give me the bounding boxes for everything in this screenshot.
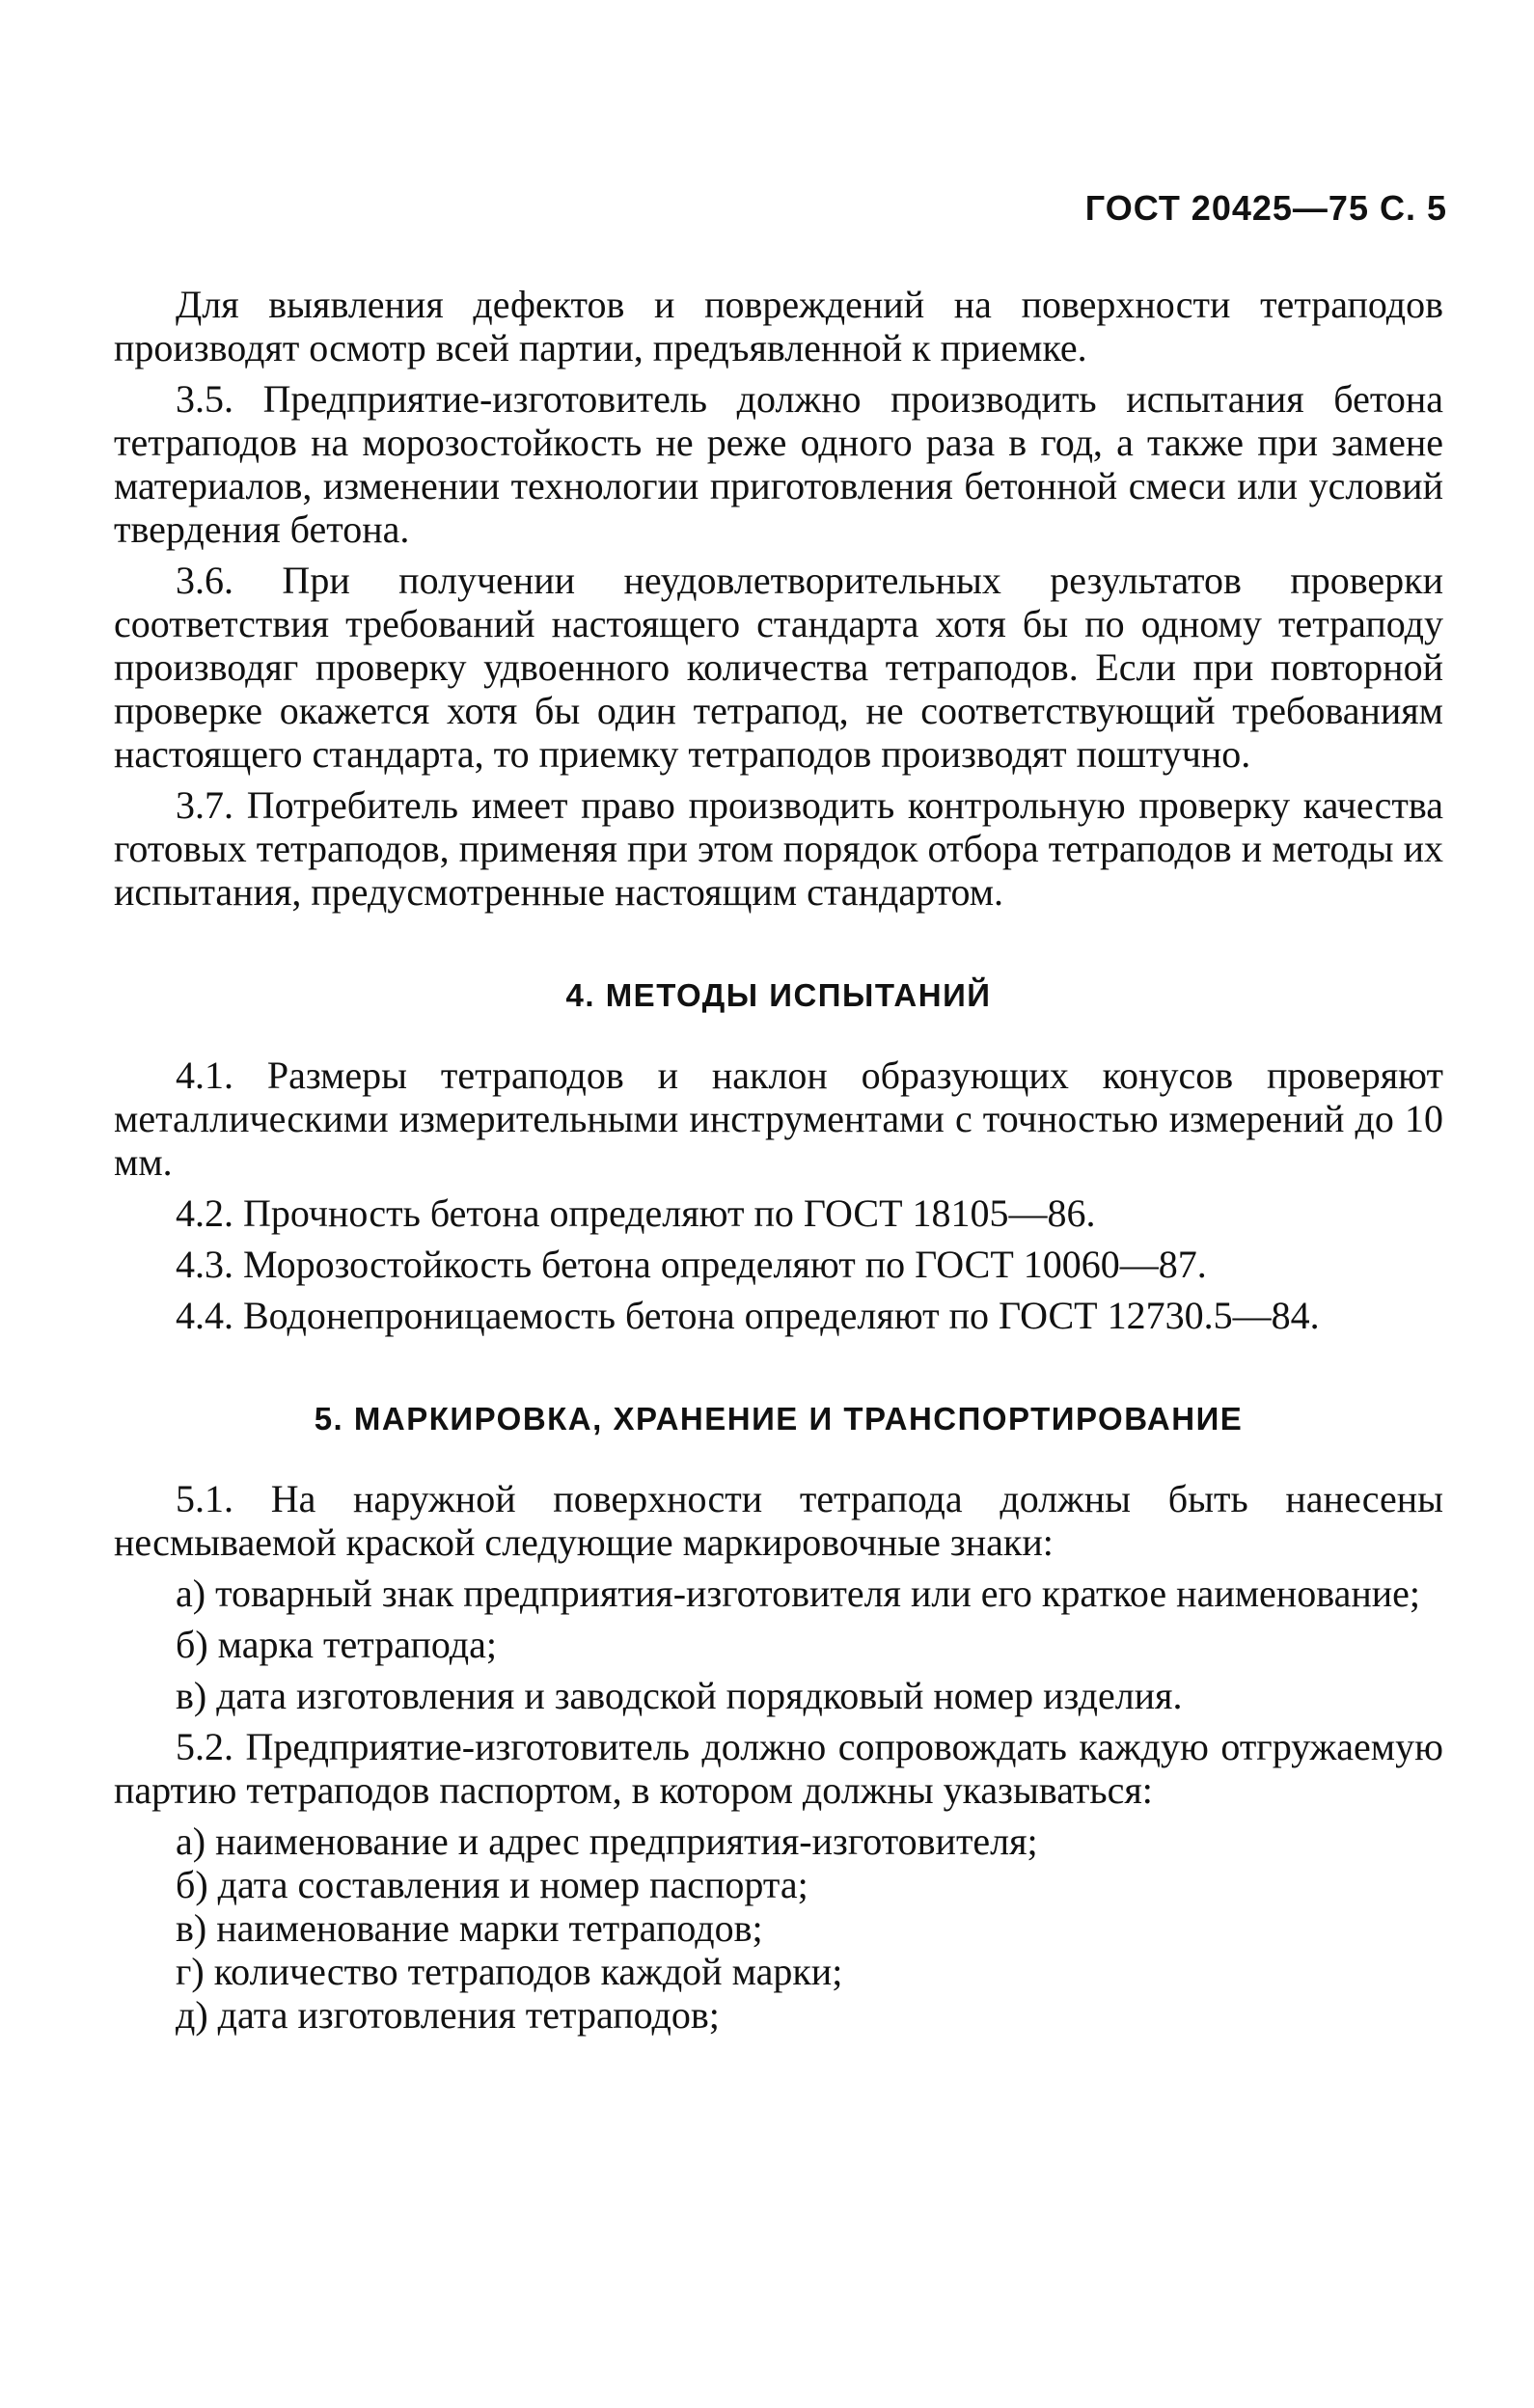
list-item: б) марка тетрапода; <box>176 1623 497 1666</box>
list-item: а) товарный знак предприятия-изготовителя или его краткое наименование; <box>176 1572 1420 1615</box>
paragraph-4-1: 4.1. Размеры тетраподов и наклон образующих конусов проверяют металлическими измерительными инструментами с точностью измерений до 10 мм. <box>114 1054 1443 1184</box>
paragraph-5-1: 5.1. На наружной поверхности тетрапода должны быть нанесены несмываемой краской следующие маркировочные знаки: <box>114 1477 1443 1564</box>
paragraph-inspection: Для выявления дефектов и повреждений на поверхности тетраподов производят осмотр всей партии, предъявленной к приемке. <box>114 283 1443 369</box>
list-item: д) дата изготовления тетраподов; <box>176 1993 720 2037</box>
paragraph-4-4: 4.4. Водонепроницаемость бетона определяют по ГОСТ 12730.5—84. <box>176 1294 1320 1337</box>
document-body <box>114 283 1443 2037</box>
paragraph-3-7: 3.7. Потребитель имеет право производить контрольную проверку качества готовых тетраподов, применяя при этом порядок отбора тетраподов и методы их испытания, предусмотренные настоящим стандартом. <box>114 783 1443 914</box>
list-item: б) дата составления и номер паспорта; <box>176 1863 808 1906</box>
section-4-heading: 4. МЕТОДЫ ИСПЫТАНИЙ <box>565 977 992 1013</box>
list-item: в) наименование марки тетраподов; <box>176 1906 763 1950</box>
paragraph-3-6: 3.6. При получении неудовлетворительных результатов проверки соответствия требований настоящего стандарта хотя бы по одному тетраподу производяг проверку удвоенного количества тетраподов. Если при повторной проверке окажется хотя бы один тетрапод, не соответствующий требованиям настоящего стандарта, то приемку тетраподов производят поштучно. <box>114 559 1443 776</box>
paragraph-3-5: 3.5. Предприятие-изготовитель должно производить испытания бетона тетраподов на морозостойкость не реже одного раза в год, а также при замене материалов, изменении технологии приготовления бетонной смеси или условий твердения бетона. <box>114 377 1443 551</box>
paragraph-5-2: 5.2. Предприятие-изготовитель должно сопровождать каждую отгружаемую партию тетраподов паспортом, в котором должны указываться: <box>114 1725 1443 1812</box>
paragraph-4-3: 4.3. Морозостойкость бетона определяют по ГОСТ 10060—87. <box>176 1243 1207 1286</box>
page-header: ГОСТ 20425—75 С. 5 <box>1084 188 1447 228</box>
paragraph-4-2: 4.2. Прочность бетона определяют по ГОСТ 18105—86. <box>176 1191 1096 1235</box>
list-item: г) количество тетраподов каждой марки; <box>176 1950 843 1993</box>
list-item: а) наименование и адрес предприятия-изготовителя; <box>176 1820 1038 1863</box>
list-item: в) дата изготовления и заводской порядковый номер изделия. <box>176 1674 1183 1717</box>
section-5-heading: 5. МАРКИРОВКА, ХРАНЕНИЕ И ТРАНСПОРТИРОВАНИЕ <box>314 1401 1244 1437</box>
